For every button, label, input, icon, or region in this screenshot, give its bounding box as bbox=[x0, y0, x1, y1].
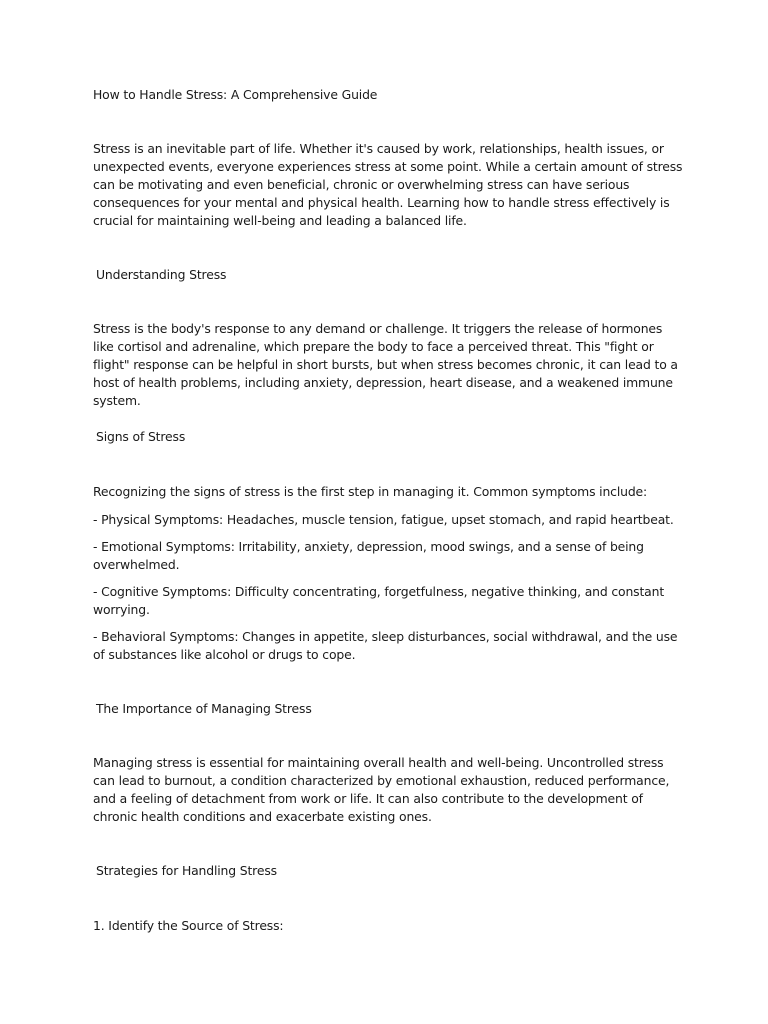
symptom-item-cognitive: - Cognitive Symptoms: Difficulty concentrating, forgetfulness, negative thinking, and constant worrying. bbox=[93, 584, 665, 617]
symptom-item-behavioral: - Behavioral Symptoms: Changes in appetite, sleep disturbances, social withdrawal, and the use of substances like alcohol or drugs to cope. bbox=[93, 629, 678, 662]
document-title: How to Handle Stress: A Comprehensive Guide bbox=[93, 87, 378, 102]
understanding-stress-paragraph: Stress is the body's response to any demand or challenge. It triggers the release of hormones like cortisol and adrenaline, which prepare the body to face a perceived threat. This "fight or flight" response can be helpful in short bursts, but when stress becomes chronic, it can lead to a host of health problems, including anxiety, depression, heart disease, and a weakened immune system. bbox=[93, 321, 678, 408]
section-heading-importance-of-managing-stress: The Importance of Managing Stress bbox=[96, 701, 312, 716]
signs-intro-paragraph: Recognizing the signs of stress is the first step in managing it. Common symptoms include: bbox=[93, 484, 648, 499]
symptom-item-emotional: - Emotional Symptoms: Irritability, anxiety, depression, mood swings, and a sense of being overwhelmed. bbox=[93, 539, 644, 572]
section-heading-signs-of-stress: Signs of Stress bbox=[96, 429, 186, 444]
section-heading-strategies: Strategies for Handling Stress bbox=[96, 863, 277, 878]
strategy-item-1: 1. Identify the Source of Stress: bbox=[93, 918, 284, 933]
importance-paragraph: Managing stress is essential for maintaining overall health and well-being. Uncontrolled stress can lead to burnout, a condition characterized by emotional exhaustion, reduced performance, and a feeling of detachment from work or life. It can also contribute to the development of chronic health conditions and exacerbate existing ones. bbox=[93, 755, 670, 824]
symptom-item-physical: - Physical Symptoms: Headaches, muscle tension, fatigue, upset stomach, and rapid heartbeat. bbox=[93, 512, 674, 527]
intro-paragraph: Stress is an inevitable part of life. Whether it's caused by work, relationships, health issues, or unexpected events, everyone experiences stress at some point. While a certain amount of stress can be motivating and even beneficial, chronic or overwhelming stress can have serious consequences for your mental and physical health. Learning how to handle stress effectively is crucial for maintaining well-being and leading a balanced life. bbox=[93, 141, 683, 228]
section-heading-understanding-stress: Understanding Stress bbox=[96, 267, 227, 282]
